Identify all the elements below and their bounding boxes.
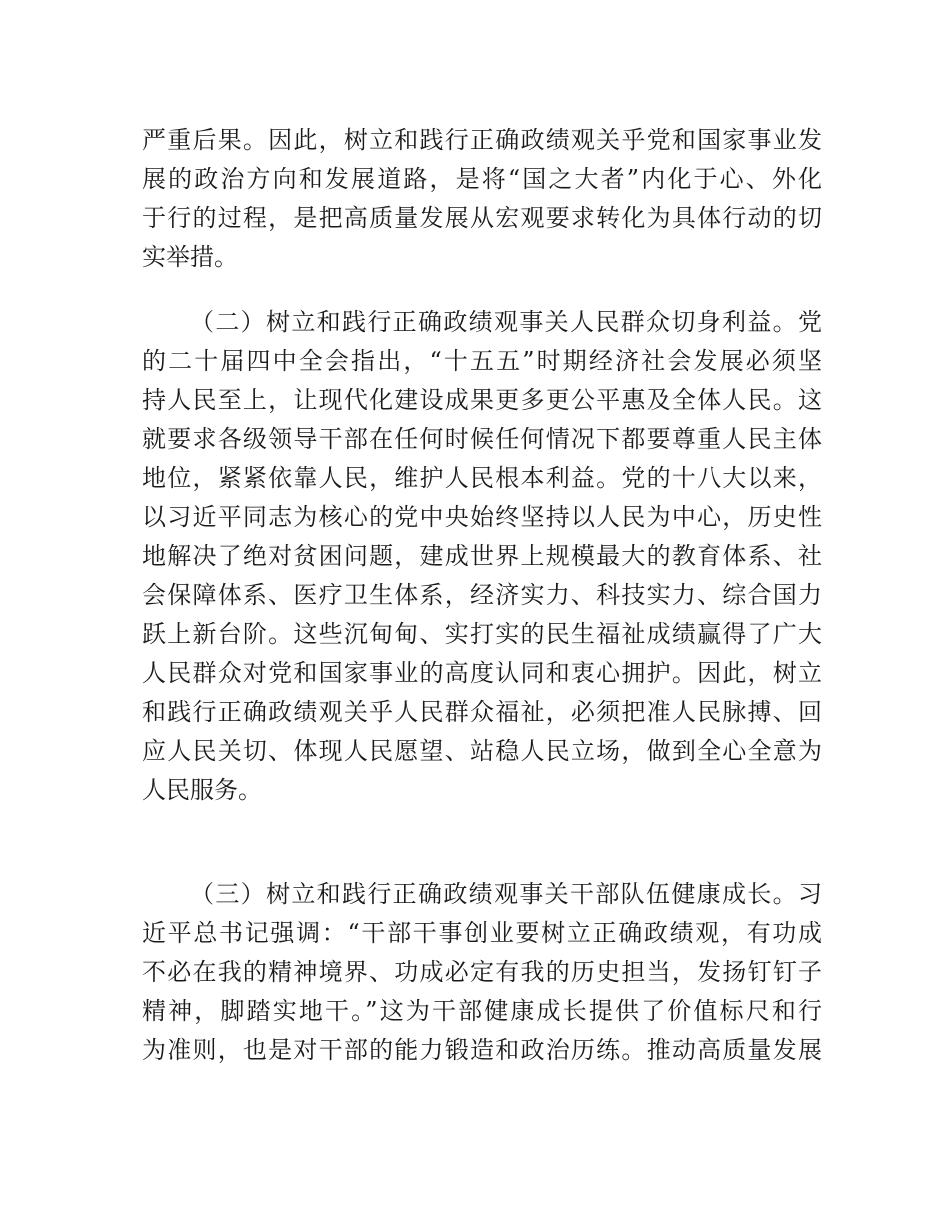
text-line: 不必在我的精神境界、功成必定有我的历史担当，发扬钉钉子: [142, 958, 822, 986]
text-line: 为准则，也是对干部的能力锻造和政治历练。推动高质量发展: [142, 1036, 822, 1064]
text-line: 近平总书记强调：“干部干事创业要树立正确政绩观，有功成: [142, 919, 822, 947]
section-heading-line: （三）树立和践行正确政绩观事关干部队伍健康成长。习: [190, 880, 822, 908]
text-line: 地位，紧紧依靠人民，维护人民根本利益。党的十八大以来，: [142, 464, 822, 492]
text-line: 人民服务。: [142, 776, 262, 804]
paragraph-consequences: [142, 121, 822, 277]
text-line: 展的政治方向和发展道路，是将“国之大者”内化于心、外化: [142, 165, 822, 193]
text-line: 地解决了绝对贫困问题，建成世界上规模最大的教育体系、社: [142, 542, 822, 570]
paragraph-section-three: [142, 875, 822, 1070]
text-line: 于行的过程，是把高质量发展从宏观要求转化为具体行动的切: [142, 204, 822, 232]
text-line: 持人民至上，让现代化建设成果更多更公平惠及全体人民。这: [142, 386, 822, 414]
text-line: 精神，脚踏实地干。”这为干部健康成长提供了价值标尺和行: [142, 997, 822, 1025]
text-line: 跃上新台阶。这些沉甸甸、实打实的民生福祉成绩赢得了广大: [142, 620, 822, 648]
text-line: 和践行正确政绩观关乎人民群众福祉，必须把准人民脉搏、回: [142, 698, 822, 726]
text-line: 会保障体系、医疗卫生体系，经济实力、科技实力、综合国力: [142, 581, 822, 609]
text-line: 人民群众对党和国家事业的高度认同和衷心拥护。因此，树立: [142, 659, 822, 687]
text-line: 以习近平同志为核心的党中央始终坚持以人民为中心，历史性: [142, 503, 822, 531]
paragraph-section-two: [142, 303, 822, 810]
text-line: 严重后果。因此，树立和践行正确政绩观关乎党和国家事业发: [142, 126, 822, 154]
text-line: 就要求各级领导干部在任何时候任何情况下都要尊重人民主体: [142, 425, 822, 453]
section-heading-line: （二）树立和践行正确政绩观事关人民群众切身利益。党: [190, 308, 822, 336]
text-line: 的二十届四中全会指出，“十五五”时期经济社会发展必须坚: [142, 347, 822, 375]
text-line: 实举措。: [142, 243, 238, 271]
text-line: 应人民关切、体现人民愿望、站稳人民立场，做到全心全意为: [142, 737, 822, 765]
